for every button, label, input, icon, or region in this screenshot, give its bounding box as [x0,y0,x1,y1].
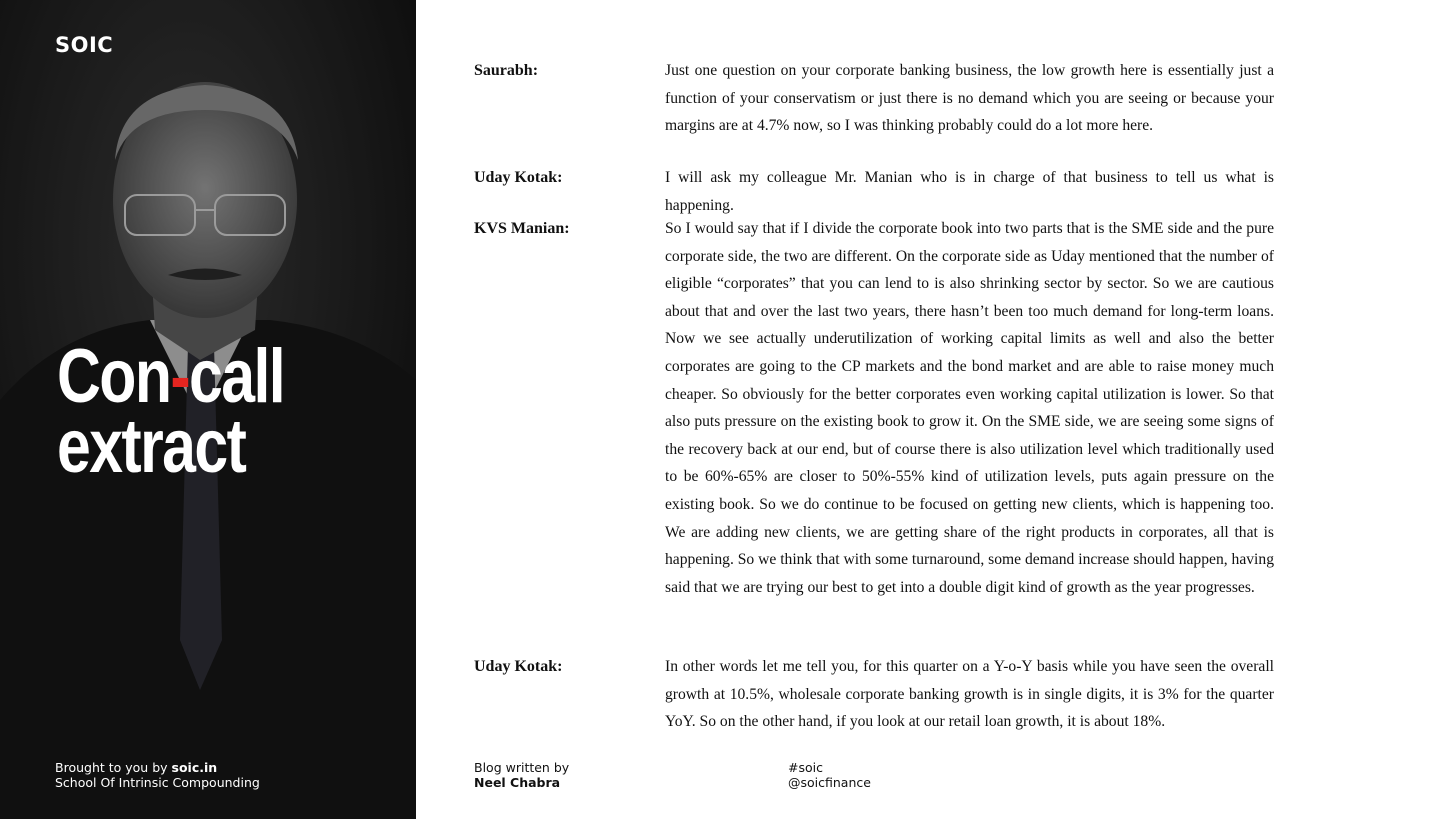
social-handle: @soicfinance [788,775,871,790]
credit-org: School Of Intrinsic Compounding [55,775,260,790]
title-dash: - [170,334,190,419]
speaker-name: KVS Manian: [474,220,570,237]
blog-credit [474,760,569,790]
speaker-text: I will ask my colleague Mr. Manian who is in charge of that business to tell us what is happening. [665,169,1274,214]
social-tags [788,760,871,790]
speaker-name: Uday Kotak: [474,169,563,186]
speaker-name: Saurabh: [474,62,539,79]
author-name: Neel Chabra [474,775,561,790]
page-title [57,334,285,489]
transcript-panel [416,0,1456,819]
left-panel [0,0,416,819]
speaker-text: In other words let me tell you, for this quarter on a Y-o-Y basis while you have seen the overall growth at 10.5%, wholesale corporate banking growth is in single digits, it is 3% for the quarter YoY. So on the other hand, if you look at our retail loan growth, it is about 18%. [665,658,1274,731]
speaker-name: Uday Kotak: [474,658,563,675]
credit-block: Brought to you by soic.in School Of Intrinsic Compounding [55,760,260,790]
hashtag: #soic [788,760,823,775]
blog-label: Blog written by [474,760,570,775]
title-line-2: extract [57,404,246,489]
brand-logo: SOIC [55,33,114,57]
speaker-text: Just one question on your corporate banking business, the low growth here is essentially just a function of your conservatism or just there is no demand which you are seeing or because your margins are at 4.7% now, so I was thinking probably could do a lot more here. [665,62,1274,135]
title-line-1: Con-call [57,334,285,419]
speaker-text: So I would say that if I divide the corporate book into two parts that is the SME side and the pure corporate side, the two are different. On the corporate side as Uday mentioned that the number of eligible “corporates” that you can lend to is also shrinking sector by sector. So we are cautious about that and over the last two years, there hasn’t been too much demand for long-term loans. Now we see actually underutilization of working capital limits as well and also the better corporates are going to the CP markets and the bond market and are able to raise money much cheaper. So obviously for the better corporates even working capital utilization is lower. So that also puts pressure on the existing book to grow it. On the SME side, we are seeing some signs of the recovery back at our end, but of course there is also utilization level which traditionally used to be 60%-65% are closer to 50%-55% kind of utilization levels, puts again pressure on the existing book. So we do continue to be focused on getting new clients, which is happening too. We are adding new clients, we are getting share of the right products in corporates, all that is happening. So we think that with some turnaround, some demand increase should happen, having said that we are trying our best to get into a double digit kind of growth as the year progresses. [665,220,1274,596]
credit-site: soic.in [171,760,218,775]
